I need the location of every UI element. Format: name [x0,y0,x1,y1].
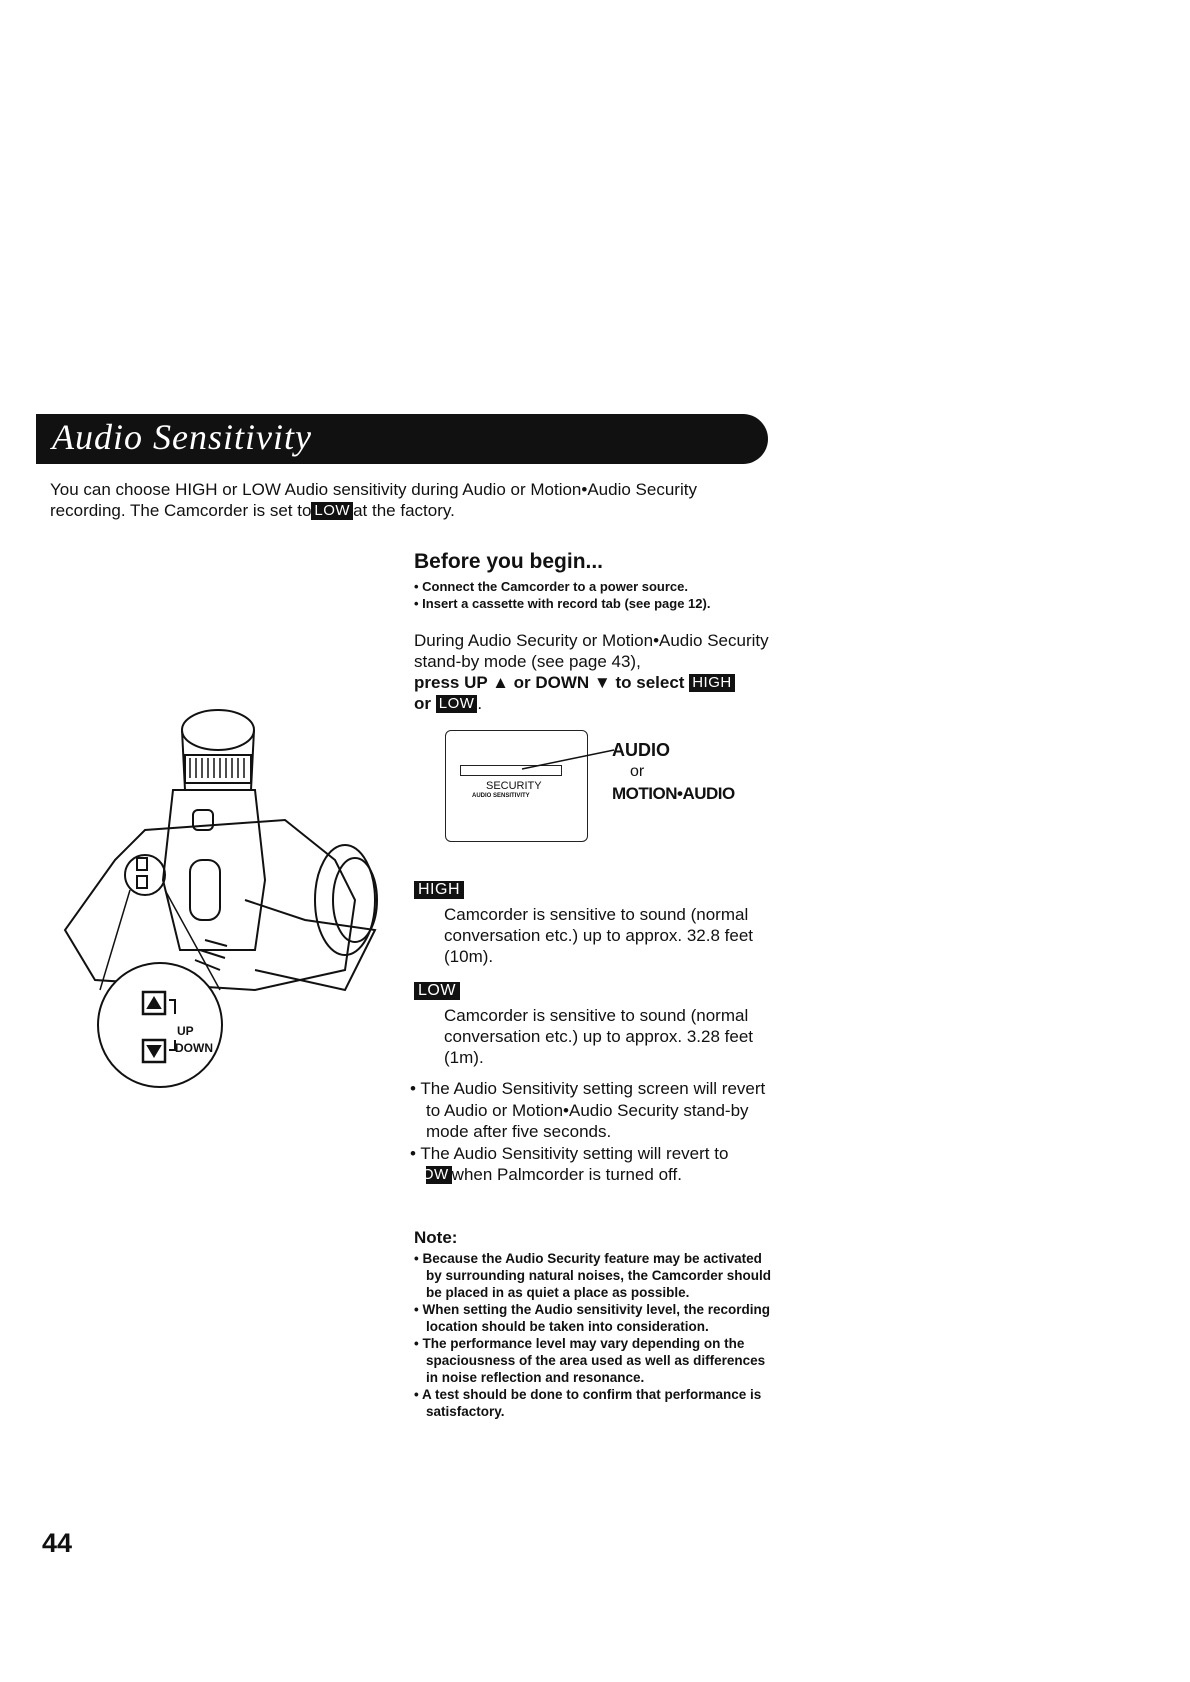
option-low-text: Camcorder is sensitive to sound (normal conversation etc.) up to approx. 3.28 feet (1m). [444,1006,754,1067]
bullet-item: • The Audio Sensitivity setting screen will revert to Audio or Motion•Audio Security stand-by mode after five seconds. [410,1079,766,1141]
callout-or: or [630,763,645,780]
before-heading: Before you begin... [414,550,604,573]
audio-sensitivity-label: AUDIO SENSITIVITY [472,793,530,799]
intro-line-2: recording. The Camcorder is set to LOW at the factory. [50,501,455,520]
down-label: DOWN [175,1041,213,1055]
during-instructions: During Audio Security or Motion•Audio Security stand-by mode (see page 43), press UP ▲ or DOWN ▼ to select HIGH or LOW . [414,631,769,713]
option-high-text: Camcorder is sensitive to sound (normal conversation etc.) up to approx. 32.8 feet (10m). [444,905,754,966]
info-bullets [410,1078,770,1186]
option-high-tag: HIGH [414,881,464,900]
intro-line-1: You can choose HIGH or LOW Audio sensitivity during Audio or Motion•Audio Security [50,480,697,499]
callout-audio: AUDIO [612,740,670,760]
low-tag: LOW [311,502,353,520]
intro-paragraph [50,479,770,521]
security-label: SECURITY [486,780,542,792]
high-tag: HIGH [689,674,735,692]
up-label: UP [177,1024,194,1038]
callout-motion-audio: MOTION•AUDIO [612,784,735,803]
prereq-item: • Insert a cassette with record tab (see page 12). [414,596,711,611]
camcorder-illustration [55,700,395,1120]
prereq-item: • Connect the Camcorder to a power source. [414,579,688,594]
callout-line [520,742,620,772]
prereq-list [414,578,794,612]
section-title-bar [36,414,768,464]
note-heading: Note: [414,1228,458,1247]
note-item: • The performance level may vary depending on the spaciousness of the area used as well as differences in noise reflection and resonance. [414,1336,766,1385]
low-tag: LOW [436,695,478,713]
note-item: • Because the Audio Security feature may be activated by surrounding natural noises, the Camcorder should be placed in as quiet a place as possible. [414,1251,772,1300]
note-list [414,1250,774,1420]
page-number: 44 [42,1528,73,1558]
note-item: • A test should be done to confirm that performance is satisfactory. [414,1387,762,1419]
option-low-tag: LOW [414,982,460,1001]
bullet-item: • The Audio Sensitivity setting will revert to LOW when Palmcorder is turned off. [410,1143,729,1184]
note-item: • When setting the Audio sensitivity level, the recording location should be taken into consideration. [414,1302,771,1334]
section-title: Audio Sensitivity [52,417,312,457]
low-tag: LOW [426,1166,452,1184]
